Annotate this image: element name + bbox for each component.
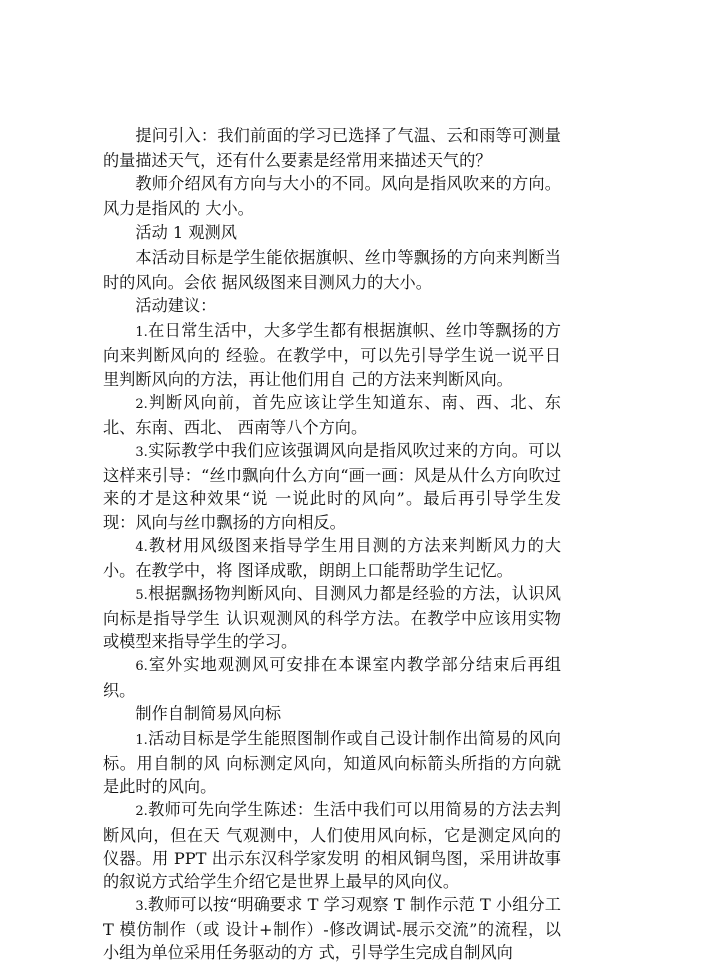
paragraph: 本活动目标是学生能依据旗帜、丝巾等飘扬的方向来判断当时的风向。会依 据风级图来目测风力的大小。: [103, 247, 561, 292]
paragraph: 提问引入：我们前面的学习已选择了气温、云和雨等可测量的量描述天气，还有什么要素是经常用来描述天气的？: [103, 126, 561, 171]
list-item: 5.根据飘扬物判断风向、目测风力都是经验的方法，认识风向标是指导学生 认识观测风的科学方法。在教学中应该用实物或模型来指导学生的学习。: [103, 583, 561, 652]
section-heading: 活动 1 观测风: [135, 222, 237, 242]
list-item: 4.教材用风级图来指导学生用目测的方法来判断风力的大小。在教学中，将 图译成歌，朗朗上口能帮助学生记忆。: [103, 535, 561, 580]
subheading: 活动建议：: [135, 296, 217, 316]
list-item: 1.在日常生活中，大多学生都有根据旗帜、丝巾等飘扬的方向来判断风向的 经验。在教学中，可以先引导学生说一说平日里判断风向的方法，再让他们用自 己的方法来判断风向。: [103, 321, 561, 389]
list-item: 2.判断风向前，首先应该让学生知道东、南、西、北、东北、东南、西北、 西南等八个方向。: [103, 392, 561, 437]
list-item: 1.活动目标是学生能照图制作或自己设计制作出简易的风向标。用自制的风 向标测定风向，知道风向标箭头所指的方向就是此时的风向。: [103, 728, 561, 797]
section-heading: 制作自制简易风向标: [135, 703, 282, 723]
list-item: 3.实际教学中我们应该强调风向是指风吹过来的方向。可以这样来引导：“丝巾飘向什么方向“画一画：风是从什么方向吹过来的才是这种效果“说 一说此时的风向”。最后再引导学生发现：风向与丝巾飘扬的方向相反。: [103, 441, 561, 532]
list-item: 3.教师可以按“明确要求 T 学习观察 T 制作示范 T 小组分工 T 模仿制作（或 设计+制作）-修改调试-展示交流”的流程，以小组为单位采用任务驱动的方 式，引导学生完成自制风向: [103, 895, 561, 963]
list-item: 2.教师可先向学生陈述：生活中我们可以用简易的方法去判断风向，但在天 气观测中，人们使用风向标，它是测定风向的仪器。用 PPT 出示东汉科学家发明 的相风铜鸟图，采用讲故事的叙说方式给学生介绍它是世界上最早的风向仪。: [103, 800, 561, 891]
paragraph: 教师介绍风有方向与大小的不同。风向是指风吹来的方向。风力是指风的 大小。: [103, 174, 561, 219]
document-body: [103, 124, 561, 964]
list-item: 6.室外实地观测风可安排在本课室内教学部分结束后再组织。: [103, 655, 561, 700]
